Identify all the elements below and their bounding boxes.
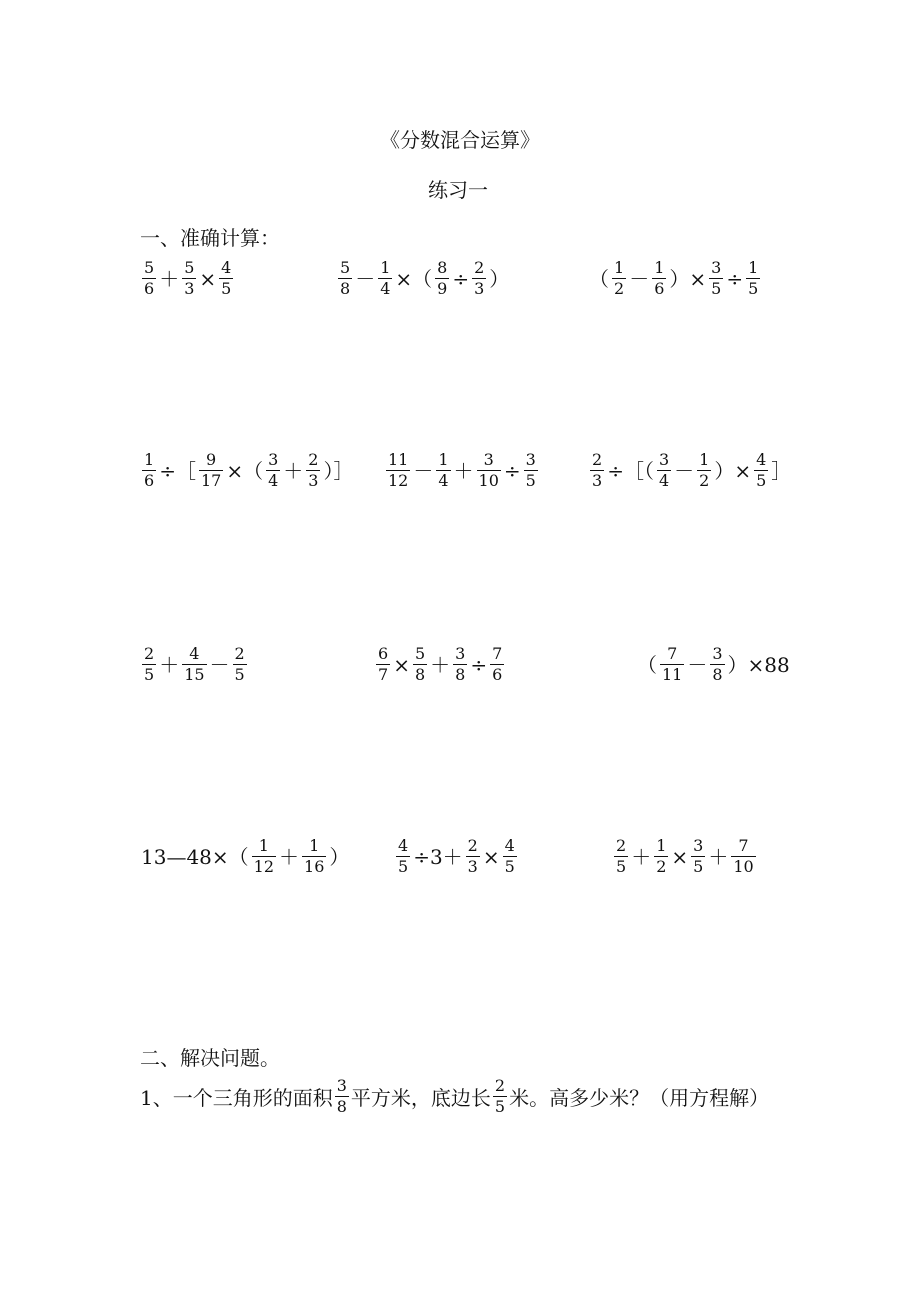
fraction: [746, 260, 760, 297]
fraction: [466, 838, 480, 875]
fraction: [490, 646, 504, 683]
fraction: [306, 452, 320, 489]
operator-text: （: [589, 266, 609, 291]
numerator: 5: [340, 258, 351, 277]
word-problem-1: [140, 1078, 769, 1115]
fraction: [731, 838, 755, 875]
numerator: 6: [378, 644, 389, 663]
expression: [140, 452, 354, 489]
numerator: 3: [336, 1076, 347, 1095]
operator-text: ×: [482, 844, 500, 869]
fraction: [697, 452, 711, 489]
fraction: [182, 260, 196, 297]
numerator: 3: [525, 450, 536, 469]
numerator: 1: [656, 836, 667, 855]
denominator: 8: [340, 279, 351, 298]
denominator: 5: [494, 1097, 506, 1116]
fraction: [252, 838, 276, 875]
operator-text: （: [637, 652, 657, 677]
operator-text: ＋: [453, 458, 474, 483]
operator-text: －: [355, 266, 376, 291]
fraction: [302, 838, 326, 875]
numerator: 7: [667, 644, 678, 663]
denominator: 5: [504, 857, 515, 876]
fraction: [660, 646, 684, 683]
denominator: 6: [144, 471, 155, 490]
denominator: 17: [200, 471, 222, 490]
denominator: 11: [662, 665, 683, 684]
operator-text: 米。高多少米？（用方程解）: [509, 1086, 770, 1110]
numerator: 5: [414, 644, 426, 663]
fraction: [142, 260, 156, 297]
fraction: [233, 646, 247, 683]
denominator: 4: [438, 471, 449, 490]
numerator: 4: [189, 644, 200, 663]
expression: [588, 260, 762, 297]
numerator: 8: [437, 258, 448, 277]
fraction: [477, 452, 501, 489]
numerator: 7: [738, 836, 749, 855]
fraction: [335, 1078, 349, 1115]
numerator: 4: [221, 258, 232, 277]
expression: [384, 452, 540, 489]
denominator: 5: [756, 471, 767, 490]
numerator: 5: [144, 258, 155, 277]
numerator: 5: [184, 258, 195, 277]
fraction: [386, 452, 410, 489]
operator-text: ＋: [279, 844, 300, 869]
operator-text: －: [674, 458, 695, 483]
numerator: 7: [492, 644, 503, 663]
operator-text: ）］: [323, 458, 354, 483]
numerator: 3: [693, 836, 704, 855]
denominator: 4: [658, 471, 670, 490]
fraction: [378, 260, 392, 297]
operator-text: ×: [671, 844, 689, 869]
operator-text: ＋: [631, 844, 652, 869]
operator-text: ）: [329, 844, 350, 869]
operator-text: ×（: [395, 266, 433, 291]
denominator: 3: [592, 471, 603, 490]
operator-text: ÷3＋: [413, 844, 463, 869]
operator-text: ＋: [159, 266, 180, 291]
denominator: 3: [184, 279, 195, 298]
fraction: [614, 838, 628, 875]
fraction: [691, 838, 705, 875]
denominator: 3: [467, 857, 478, 876]
numerator: 1: [258, 836, 269, 855]
numerator: 4: [756, 450, 767, 469]
operator-text: ÷［（: [607, 458, 654, 483]
operator-text: ×: [199, 266, 217, 291]
denominator: 6: [144, 279, 155, 298]
numerator: 3: [268, 450, 279, 469]
expression: [394, 838, 519, 875]
denominator: 8: [712, 665, 723, 684]
fraction: [654, 838, 668, 875]
operator-text: ）×88: [727, 652, 790, 677]
numerator: 4: [504, 836, 515, 855]
fraction: [266, 452, 280, 489]
fraction: [709, 260, 723, 297]
denominator: 5: [616, 857, 627, 876]
fraction: [453, 646, 467, 683]
expression: [140, 838, 350, 875]
operator-text: ＋: [159, 652, 180, 677]
fraction: [657, 452, 671, 489]
numerator: 1: [748, 258, 759, 277]
numerator: 1: [614, 258, 625, 277]
numerator: 3: [455, 644, 466, 663]
exercise-subtitle: 练习一: [428, 178, 488, 202]
fraction: [754, 452, 768, 489]
denominator: 9: [437, 279, 448, 298]
numerator: 1: [309, 836, 320, 855]
fraction: [182, 646, 206, 683]
operator-text: ×: [393, 652, 410, 677]
denominator: 2: [656, 857, 667, 876]
denominator: 2: [699, 471, 710, 490]
denominator: 16: [304, 857, 325, 876]
fraction: [493, 1078, 507, 1115]
fraction: [376, 646, 390, 683]
fraction: [413, 646, 427, 683]
denominator: 12: [253, 857, 275, 876]
operator-text: ÷: [470, 652, 488, 677]
fraction: [436, 452, 450, 489]
page-title: 《分数混合运算》: [380, 128, 540, 152]
numerator: 2: [474, 258, 485, 277]
numerator: 1: [699, 450, 710, 469]
operator-text: ＋: [283, 458, 304, 483]
numerator: 2: [616, 836, 627, 855]
numerator: 2: [592, 450, 603, 469]
denominator: 10: [478, 471, 499, 490]
numerator: 3: [658, 450, 670, 469]
numerator: 9: [206, 450, 217, 469]
fraction: [472, 260, 486, 297]
operator-text: －: [687, 652, 708, 677]
fraction: [590, 452, 604, 489]
operator-text: ］: [771, 458, 792, 483]
denominator: 4: [380, 279, 391, 298]
numerator: 2: [144, 644, 155, 663]
fraction: [199, 452, 223, 489]
denominator: 15: [184, 665, 205, 684]
operator-text: 13—48×（: [141, 844, 249, 869]
fraction: [142, 646, 156, 683]
operator-text: ÷: [503, 458, 521, 483]
expression: [612, 838, 758, 875]
numerator: 1: [144, 450, 155, 469]
fraction: [612, 260, 626, 297]
operator-text: －: [629, 266, 650, 291]
operator-text: 1、一个三角形的面积: [140, 1086, 333, 1110]
numerator: 1: [380, 258, 391, 277]
section-heading-calculation: 一、准确计算：: [140, 226, 280, 250]
fraction: [524, 452, 538, 489]
operator-text: －: [209, 652, 230, 677]
expression: [336, 260, 510, 297]
denominator: 5: [711, 279, 722, 298]
fraction: [219, 260, 233, 297]
numerator: 1: [654, 258, 665, 277]
denominator: 7: [378, 665, 389, 684]
operator-text: ＋: [430, 652, 451, 677]
denominator: 5: [221, 279, 232, 298]
fraction: [338, 260, 352, 297]
fraction: [652, 260, 666, 297]
denominator: 6: [492, 665, 503, 684]
numerator: 2: [494, 1076, 506, 1095]
denominator: 8: [336, 1097, 347, 1116]
operator-text: ÷: [726, 266, 744, 291]
denominator: 5: [144, 665, 155, 684]
denominator: 10: [733, 857, 754, 876]
expression: [140, 260, 235, 297]
operator-text: ）×: [714, 458, 752, 483]
expression: [140, 646, 249, 683]
denominator: 5: [693, 857, 704, 876]
denominator: 5: [234, 665, 245, 684]
denominator: 6: [654, 279, 665, 298]
numerator: 2: [467, 836, 478, 855]
numerator: 3: [711, 258, 722, 277]
operator-text: ）×: [669, 266, 707, 291]
denominator: 4: [268, 471, 279, 490]
denominator: 3: [474, 279, 485, 298]
numerator: 4: [398, 836, 409, 855]
fraction: [142, 452, 156, 489]
fraction: [396, 838, 410, 875]
denominator: 5: [525, 471, 536, 490]
operator-text: ÷: [452, 266, 470, 291]
operator-text: ）: [489, 266, 510, 291]
numerator: 11: [388, 450, 409, 469]
fraction: [503, 838, 517, 875]
denominator: 12: [388, 471, 409, 490]
denominator: 8: [455, 665, 466, 684]
denominator: 2: [614, 279, 625, 298]
numerator: 3: [712, 644, 723, 663]
numerator: 2: [308, 450, 319, 469]
numerator: 3: [483, 450, 494, 469]
operator-text: ×（: [226, 458, 264, 483]
fraction: [435, 260, 449, 297]
denominator: 5: [748, 279, 759, 298]
numerator: 2: [234, 644, 245, 663]
fraction: [710, 646, 724, 683]
expression: [588, 452, 792, 489]
numerator: 1: [438, 450, 449, 469]
operator-text: ＋: [708, 844, 729, 869]
operator-text: ÷［: [159, 458, 196, 483]
operator-text: －: [413, 458, 434, 483]
denominator: 5: [398, 857, 409, 876]
section-heading-word-problems: 二、解决问题。: [140, 1046, 280, 1070]
expression: [636, 646, 791, 683]
denominator: 8: [414, 665, 426, 684]
expression: [374, 646, 506, 683]
denominator: 3: [308, 471, 319, 490]
operator-text: 平方米，底边长: [350, 1086, 491, 1110]
